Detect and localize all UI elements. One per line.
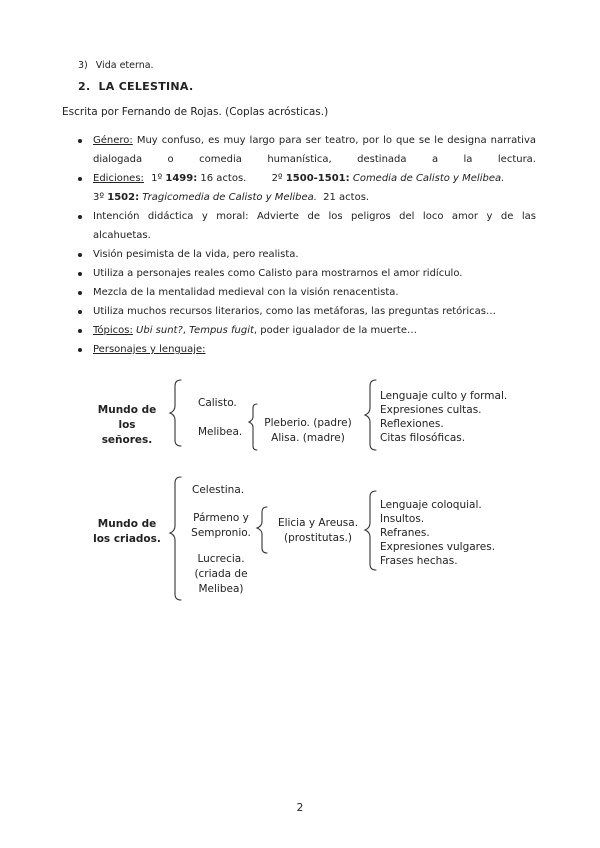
bullet-vision: Visión pesimista de la vida, pero realista. xyxy=(78,245,536,264)
topico-ubi-sunt: Ubi sunt? xyxy=(136,325,183,336)
bullet-mezcla: Mezcla de la mentalidad medieval con la visión renacentista. xyxy=(78,283,536,302)
page-number: 2 xyxy=(296,802,304,814)
topicos-label: Tópicos: xyxy=(93,325,133,336)
bullet-intencion xyxy=(78,207,536,245)
edition-3-text: 21 actos. xyxy=(323,192,370,203)
language-criados xyxy=(380,498,495,568)
character-parmeno-sempronio xyxy=(184,511,258,541)
edition-1-num: 1º xyxy=(151,173,163,184)
brace-senores-characters xyxy=(170,380,181,446)
bullet-list xyxy=(78,131,536,359)
brace-senores-language xyxy=(365,380,376,450)
language-senores-item: Citas filosóficas. xyxy=(380,432,466,444)
prostitutes xyxy=(268,516,368,546)
character-melibea: Melibea. xyxy=(198,426,243,438)
parent-pleberio: Pleberio. (padre) xyxy=(264,417,352,429)
edition-2-num: 2º xyxy=(271,173,283,184)
intencion-line2: alcahuetas. xyxy=(93,230,151,241)
language-senores-item: Expresiones cultas. xyxy=(380,404,482,416)
topico-tempus-fugit: Tempus fugit xyxy=(189,325,254,336)
genero-line1: Muy confuso, es muy largo para ser teatro, por lo que se le designa narrativa xyxy=(136,135,536,146)
parents xyxy=(258,416,358,446)
lucrecia-line3: Melibea) xyxy=(198,583,244,595)
language-criados-item: Insultos. xyxy=(380,513,425,525)
label-mundo-senores xyxy=(92,403,162,448)
label-mundo-criados xyxy=(92,517,162,547)
edition-3-title: Tragicomedia de Calisto y Melibea. xyxy=(142,192,317,203)
bullet-recursos: Utiliza muchos recursos literarios, como las metáforas, las preguntas retóricas… xyxy=(78,302,536,321)
section-number: 2. xyxy=(78,80,91,93)
bullet-personajes-reales: Utiliza a personajes reales como Calisto para mostrarnos el amor ridículo. xyxy=(78,264,536,283)
list-item-3 xyxy=(78,60,154,71)
character-calisto: Calisto. xyxy=(198,397,237,409)
bullet-ediciones xyxy=(78,169,536,207)
character-lucrecia xyxy=(184,552,258,597)
topico-rest: , poder igualador de la muerte… xyxy=(253,325,417,336)
brace-criados-prostitutes xyxy=(257,507,267,553)
edition-2-year: 1500-1501: xyxy=(285,173,350,184)
intro-paragraph: Escrita por Fernando de Rojas. (Coplas acrósticas.) xyxy=(62,106,329,118)
bullet-personajes-lenguaje xyxy=(78,340,536,359)
edition-3-year: 1502: xyxy=(107,192,140,203)
label-mundo-senores-line2: los señores. xyxy=(101,419,153,446)
character-celestina: Celestina. xyxy=(192,484,245,496)
language-criados-item: Frases hechas. xyxy=(380,555,458,567)
language-criados-item: Expresiones vulgares. xyxy=(380,541,496,553)
lucrecia-line2: (criada de xyxy=(194,568,248,580)
prost-line1: Elicia y Areusa. xyxy=(277,517,359,529)
topico-separator: , xyxy=(182,325,186,336)
lucrecia-line1: Lucrecia. xyxy=(197,553,245,565)
edition-1-text: 16 actos. xyxy=(200,173,247,184)
genero-label: Género: xyxy=(93,135,133,146)
language-senores-item: Lenguaje culto y formal. xyxy=(380,390,508,402)
parent-alisa: Alisa. (madre) xyxy=(271,432,345,444)
parmeno-line1: Pármeno y xyxy=(193,512,249,524)
section-heading xyxy=(78,80,193,93)
label-mundo-senores-line1: Mundo de xyxy=(97,404,157,416)
personajes-label: Personajes y lenguaje: xyxy=(93,344,206,355)
list-text: Vida eterna. xyxy=(95,60,154,71)
language-senores-item: Reflexiones. xyxy=(380,418,444,430)
language-criados-item: Refranes. xyxy=(380,527,430,539)
language-criados-item: Lenguaje coloquial. xyxy=(380,499,482,511)
bullet-topicos xyxy=(78,321,536,340)
list-number: 3) xyxy=(78,60,88,71)
label-mundo-criados-line1: Mundo de xyxy=(97,518,157,530)
prost-line2: (prostitutas.) xyxy=(283,532,352,544)
edition-1-year: 1499: xyxy=(165,173,198,184)
ediciones-label: Ediciones: xyxy=(93,173,144,184)
intencion-line1: Intención didáctica y moral: Advierte de los peligros del loco amor y de las xyxy=(93,211,536,222)
section-title: LA CELESTINA. xyxy=(98,80,194,93)
language-senores xyxy=(380,389,507,445)
parmeno-line2: Sempronio. xyxy=(191,527,251,539)
genero-line2: dialogada o comedia humanística, destinada a la lectura. xyxy=(93,154,536,165)
edition-3-num: 3º xyxy=(93,192,105,203)
edition-2-title: Comedia de Calisto y Melibea. xyxy=(352,173,505,184)
brace-criados-characters xyxy=(170,477,181,600)
brace-senores-parents xyxy=(249,404,257,450)
bullet-genero xyxy=(78,131,536,169)
label-mundo-criados-line2: los criados. xyxy=(93,533,161,545)
